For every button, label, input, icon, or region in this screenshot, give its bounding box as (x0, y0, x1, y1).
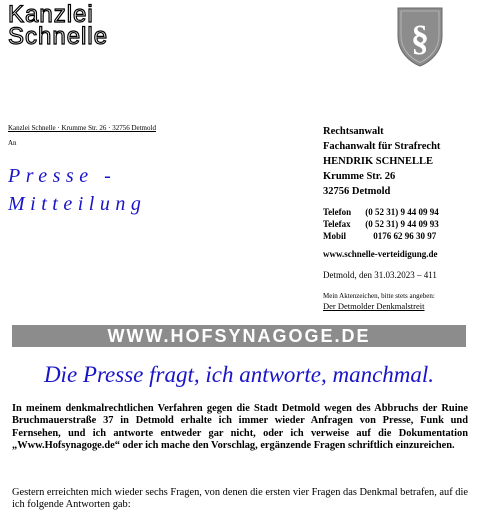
sender-line: Kanzlei Schnelle · Krumme Str. 26 · 32756 Detmold (8, 124, 156, 132)
phone-label: Telefon (323, 207, 352, 217)
fax-number: (0 52 31) 9 44 09 93 (365, 219, 439, 229)
recipient-label: An (8, 139, 17, 147)
phone-number: (0 52 31) 9 44 09 94 (365, 207, 439, 217)
reference-text: Der Detmolder Denkmalstreit (323, 301, 425, 311)
mobile-line (323, 230, 473, 242)
contact-role: Rechtsanwalt (323, 126, 384, 137)
body-paragraph-second: Gestern erreichten mich wieder sechs Fragen, von denen die ersten vier Fragen das Denkmal betrafen, auf die ich folgende Antworten gab: (12, 487, 468, 511)
phone-line (323, 206, 473, 218)
fax-label: Telefax (323, 219, 351, 229)
mobile-label: Mobil (323, 231, 347, 241)
paragraph-symbol: § (411, 18, 429, 58)
date-line: Detmold, den 31.03.2023 – 411 (323, 270, 437, 280)
contact-block (323, 124, 473, 242)
mobile-number: 0176 62 96 30 97 (373, 231, 437, 241)
headline: Die Presse fragt, ich antworte, manchmal. (43, 362, 435, 387)
paragraph-shield-icon (396, 6, 444, 68)
title-line-mitteilung: Mitteilung (8, 193, 147, 215)
contact-specialty: Fachanwalt für Strafrecht (323, 141, 441, 152)
contact-city: 32756 Detmold (323, 186, 391, 197)
logo-line-schnelle: Schnelle (8, 23, 109, 50)
website-link[interactable]: www.schnelle-verteidigung.de (323, 249, 438, 259)
title-line-presse: Presse - (8, 165, 117, 187)
contact-name: HENDRIK SCHNELLE (323, 156, 433, 167)
body-paragraph-intro: In meinem denkmalrechtlichen Verfahren gegen die Stadt Detmold wegen des Abbruchs der Ruine Bruchmauerstraße 37 in Detmold erhalte ich immer wieder Anfragen von Presse, Funk und Fernsehen, und ich antworte entweder gar nicht, oder ich verweise auf die Dokumentation „Www.Hofsynagoge.de“ oder ich mache den Vorschlag, ergänzende Fragen schriftlich einzureichen. (12, 403, 468, 451)
logo-line-kanzlei: Kanzlei (8, 1, 94, 28)
reference-note: Mein Aktenzeichen, bitte stets angeben: (323, 292, 435, 300)
website-banner[interactable]: WWW.HOFSYNAGOGE.DE (12, 325, 466, 347)
fax-line (323, 218, 473, 230)
contact-street: Krumme Str. 26 (323, 171, 396, 182)
